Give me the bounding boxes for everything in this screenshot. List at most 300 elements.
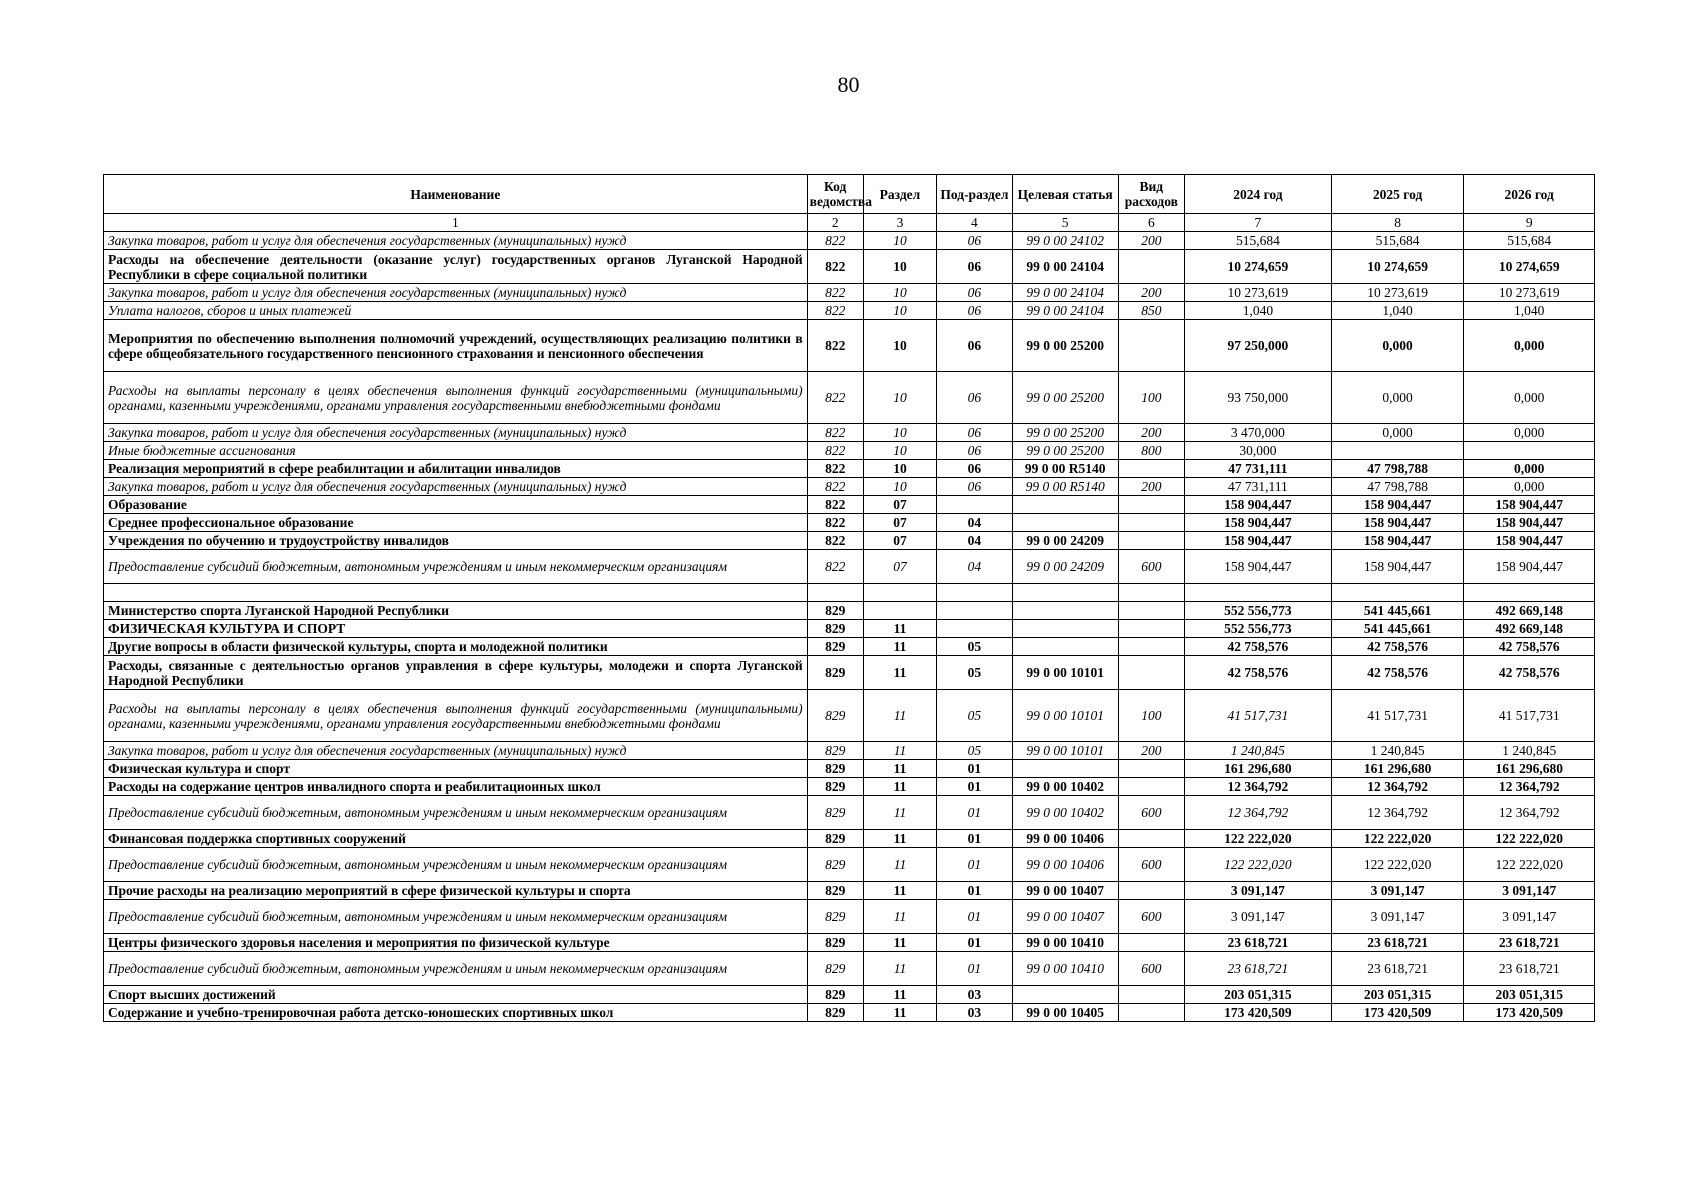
cell-2025: 0,000: [1331, 320, 1464, 372]
cell-2025: 541 445,661: [1331, 602, 1464, 620]
cell-subsection: 05: [937, 638, 1012, 656]
cell-expense-type: [1118, 638, 1184, 656]
header-2024: 2024 год: [1184, 175, 1331, 214]
cell-2025: 0,000: [1331, 372, 1464, 424]
cell-2024: 10 273,619: [1184, 284, 1331, 302]
cell-target-article: 99 0 00 R5140: [1012, 478, 1118, 496]
cell-department-code: 829: [807, 900, 863, 934]
cell-section: 10: [863, 442, 936, 460]
cell-subsection: [937, 620, 1012, 638]
cell-expense-type: [1118, 602, 1184, 620]
cell-name: Министерство спорта Луганской Народной Республики: [104, 602, 808, 620]
cell-2026: 23 618,721: [1464, 934, 1595, 952]
cell-expense-type: 200: [1118, 232, 1184, 250]
header-section: Раздел: [863, 175, 936, 214]
column-number: 5: [1012, 214, 1118, 232]
cell-2024: 173 420,509: [1184, 1004, 1331, 1022]
cell-department-code: 822: [807, 302, 863, 320]
cell-2025: 12 364,792: [1331, 796, 1464, 830]
cell-2026: 0,000: [1464, 478, 1595, 496]
cell-subsection: 06: [937, 320, 1012, 372]
cell-section: 11: [863, 778, 936, 796]
cell-department-code: 822: [807, 284, 863, 302]
cell-target-article: 99 0 00 10410: [1012, 952, 1118, 986]
cell-subsection: 05: [937, 656, 1012, 690]
cell-target-article: 99 0 00 24104: [1012, 250, 1118, 284]
cell-target-article: [1012, 496, 1118, 514]
cell-expense-type: 600: [1118, 848, 1184, 882]
cell-expense-type: [1118, 460, 1184, 478]
cell-subsection: 04: [937, 514, 1012, 532]
cell-2024: 12 364,792: [1184, 778, 1331, 796]
cell-department-code: 829: [807, 656, 863, 690]
cell-2026: 0,000: [1464, 320, 1595, 372]
table-row: [104, 532, 1595, 550]
header-2026: 2026 год: [1464, 175, 1595, 214]
cell-2024: 93 750,000: [1184, 372, 1331, 424]
cell-target-article: 99 0 00 10407: [1012, 882, 1118, 900]
cell-target-article: 99 0 00 24209: [1012, 550, 1118, 584]
cell-section: 10: [863, 372, 936, 424]
cell-department-code: 829: [807, 690, 863, 742]
cell-expense-type: [1118, 320, 1184, 372]
cell-2025: 3 091,147: [1331, 900, 1464, 934]
header-2025: 2025 год: [1331, 175, 1464, 214]
cell-2024: 158 904,447: [1184, 532, 1331, 550]
cell-section: [863, 584, 936, 602]
cell-department-code: 822: [807, 424, 863, 442]
cell-2024: [1184, 584, 1331, 602]
table-row: [104, 584, 1595, 602]
column-number: 8: [1331, 214, 1464, 232]
cell-name: Расходы на обеспечение деятельности (оказание услуг) государственных органов Луганской Народной Республики в сфере социальной политики: [104, 250, 808, 284]
cell-section: 10: [863, 284, 936, 302]
cell-2025: 41 517,731: [1331, 690, 1464, 742]
cell-department-code: 829: [807, 778, 863, 796]
cell-expense-type: [1118, 934, 1184, 952]
cell-2025: 173 420,509: [1331, 1004, 1464, 1022]
cell-2025: 0,000: [1331, 424, 1464, 442]
cell-subsection: 06: [937, 232, 1012, 250]
cell-expense-type: 200: [1118, 284, 1184, 302]
cell-2025: 23 618,721: [1331, 952, 1464, 986]
cell-target-article: 99 0 00 10101: [1012, 742, 1118, 760]
cell-expense-type: [1118, 620, 1184, 638]
cell-section: 11: [863, 656, 936, 690]
cell-2024: 552 556,773: [1184, 602, 1331, 620]
cell-2026: 161 296,680: [1464, 760, 1595, 778]
cell-2026: 515,684: [1464, 232, 1595, 250]
cell-name: Прочие расходы на реализацию мероприятий в сфере физической культуры и спорта: [104, 882, 808, 900]
table-row: [104, 778, 1595, 796]
header-article: Целевая статья: [1012, 175, 1118, 214]
column-number: 3: [863, 214, 936, 232]
cell-2024: 3 091,147: [1184, 882, 1331, 900]
cell-name: ФИЗИЧЕСКАЯ КУЛЬТУРА И СПОРТ: [104, 620, 808, 638]
cell-2024: 122 222,020: [1184, 830, 1331, 848]
cell-department-code: 829: [807, 620, 863, 638]
cell-section: 07: [863, 550, 936, 584]
cell-target-article: 99 0 00 10410: [1012, 934, 1118, 952]
cell-department-code: 829: [807, 882, 863, 900]
cell-expense-type: 600: [1118, 952, 1184, 986]
cell-expense-type: 200: [1118, 742, 1184, 760]
cell-name: Закупка товаров, работ и услуг для обеспечения государственных (муниципальных) нужд: [104, 232, 808, 250]
cell-section: 11: [863, 952, 936, 986]
cell-subsection: [937, 496, 1012, 514]
cell-name: Расходы на содержание центров инвалидного спорта и реабилитационных школ: [104, 778, 808, 796]
cell-2026: 492 669,148: [1464, 620, 1595, 638]
cell-2025: 158 904,447: [1331, 514, 1464, 532]
cell-2025: [1331, 442, 1464, 460]
cell-subsection: 01: [937, 882, 1012, 900]
cell-department-code: 829: [807, 934, 863, 952]
cell-department-code: 829: [807, 638, 863, 656]
cell-2026: 173 420,509: [1464, 1004, 1595, 1022]
cell-2024: 158 904,447: [1184, 514, 1331, 532]
cell-section: 10: [863, 250, 936, 284]
cell-subsection: 06: [937, 478, 1012, 496]
table-row: [104, 496, 1595, 514]
table-row: [104, 934, 1595, 952]
cell-target-article: [1012, 620, 1118, 638]
cell-expense-type: 600: [1118, 900, 1184, 934]
column-number: 2: [807, 214, 863, 232]
cell-subsection: 01: [937, 900, 1012, 934]
cell-section: [863, 602, 936, 620]
cell-expense-type: 600: [1118, 550, 1184, 584]
cell-2026: 10 274,659: [1464, 250, 1595, 284]
table-row: [104, 424, 1595, 442]
cell-2025: 515,684: [1331, 232, 1464, 250]
cell-2025: 42 758,576: [1331, 656, 1464, 690]
cell-2025: 10 274,659: [1331, 250, 1464, 284]
cell-name: Другие вопросы в области физической культуры, спорта и молодежной политики: [104, 638, 808, 656]
cell-2025: 12 364,792: [1331, 778, 1464, 796]
cell-2024: 552 556,773: [1184, 620, 1331, 638]
cell-section: 11: [863, 620, 936, 638]
cell-section: 11: [863, 848, 936, 882]
cell-department-code: 829: [807, 742, 863, 760]
cell-department-code: 829: [807, 830, 863, 848]
cell-department-code: 822: [807, 320, 863, 372]
cell-target-article: 99 0 00 24209: [1012, 532, 1118, 550]
column-number: 7: [1184, 214, 1331, 232]
cell-subsection: 01: [937, 830, 1012, 848]
cell-target-article: 99 0 00 10406: [1012, 830, 1118, 848]
cell-2025: 47 798,788: [1331, 478, 1464, 496]
cell-section: 07: [863, 532, 936, 550]
cell-2026: 158 904,447: [1464, 496, 1595, 514]
cell-target-article: 99 0 00 25200: [1012, 320, 1118, 372]
cell-target-article: 99 0 00 10406: [1012, 848, 1118, 882]
cell-2025: 122 222,020: [1331, 848, 1464, 882]
cell-section: 11: [863, 986, 936, 1004]
cell-name: Учреждения по обучению и трудоустройству инвалидов: [104, 532, 808, 550]
cell-2026: 158 904,447: [1464, 514, 1595, 532]
cell-department-code: 822: [807, 232, 863, 250]
cell-expense-type: 200: [1118, 424, 1184, 442]
cell-2026: 203 051,315: [1464, 986, 1595, 1004]
cell-department-code: 822: [807, 478, 863, 496]
cell-expense-type: 100: [1118, 690, 1184, 742]
cell-section: 10: [863, 302, 936, 320]
cell-2025: 42 758,576: [1331, 638, 1464, 656]
cell-2024: 1 240,845: [1184, 742, 1331, 760]
cell-target-article: 99 0 00 24102: [1012, 232, 1118, 250]
header-expense-type: Вид расходов: [1118, 175, 1184, 214]
cell-subsection: 01: [937, 778, 1012, 796]
cell-name: Содержание и учебно-тренировочная работа детско-юношеских спортивных школ: [104, 1004, 808, 1022]
cell-2026: 492 669,148: [1464, 602, 1595, 620]
cell-2024: 158 904,447: [1184, 496, 1331, 514]
cell-section: 11: [863, 934, 936, 952]
cell-subsection: [937, 584, 1012, 602]
cell-subsection: 01: [937, 952, 1012, 986]
table-row: [104, 952, 1595, 986]
cell-section: 11: [863, 900, 936, 934]
cell-2026: [1464, 584, 1595, 602]
cell-2025: 541 445,661: [1331, 620, 1464, 638]
table-row: [104, 656, 1595, 690]
cell-2026: 122 222,020: [1464, 848, 1595, 882]
table-header-row: [104, 175, 1595, 214]
table-row: [104, 690, 1595, 742]
table-row: [104, 250, 1595, 284]
cell-2024: 122 222,020: [1184, 848, 1331, 882]
cell-2024: 47 731,111: [1184, 478, 1331, 496]
cell-target-article: [1012, 638, 1118, 656]
cell-expense-type: [1118, 514, 1184, 532]
cell-target-article: 99 0 00 24104: [1012, 284, 1118, 302]
column-number: 1: [104, 214, 808, 232]
cell-expense-type: 200: [1118, 478, 1184, 496]
cell-name: Закупка товаров, работ и услуг для обеспечения государственных (муниципальных) нужд: [104, 478, 808, 496]
cell-2025: 1,040: [1331, 302, 1464, 320]
cell-name: Среднее профессиональное образование: [104, 514, 808, 532]
cell-subsection: 06: [937, 302, 1012, 320]
cell-department-code: 829: [807, 986, 863, 1004]
cell-2024: 1,040: [1184, 302, 1331, 320]
cell-section: 10: [863, 232, 936, 250]
cell-name: Финансовая поддержка спортивных сооружений: [104, 830, 808, 848]
cell-2026: 23 618,721: [1464, 952, 1595, 986]
cell-2025: 23 618,721: [1331, 934, 1464, 952]
cell-2026: 1,040: [1464, 302, 1595, 320]
cell-expense-type: 600: [1118, 796, 1184, 830]
column-number: 4: [937, 214, 1012, 232]
cell-2025: 161 296,680: [1331, 760, 1464, 778]
budget-table: [103, 174, 1595, 1022]
cell-2026: 1 240,845: [1464, 742, 1595, 760]
table-row: [104, 320, 1595, 372]
table-row: [104, 1004, 1595, 1022]
cell-name: Предоставление субсидий бюджетным, автономным учреждениям и иным некоммерческим организациям: [104, 952, 808, 986]
cell-department-code: 829: [807, 760, 863, 778]
cell-target-article: 99 0 00 25200: [1012, 442, 1118, 460]
cell-section: 10: [863, 460, 936, 478]
table-row: [104, 478, 1595, 496]
cell-target-article: 99 0 00 10405: [1012, 1004, 1118, 1022]
cell-name: Предоставление субсидий бюджетным, автономным учреждениям и иным некоммерческим организациям: [104, 900, 808, 934]
table-row: [104, 986, 1595, 1004]
cell-2024: 161 296,680: [1184, 760, 1331, 778]
table-row: [104, 848, 1595, 882]
cell-2024: 515,684: [1184, 232, 1331, 250]
table-row: [104, 372, 1595, 424]
cell-section: 11: [863, 882, 936, 900]
cell-section: 11: [863, 796, 936, 830]
cell-expense-type: [1118, 986, 1184, 1004]
cell-subsection: 06: [937, 442, 1012, 460]
cell-2026: 3 091,147: [1464, 882, 1595, 900]
cell-name: Предоставление субсидий бюджетным, автономным учреждениям и иным некоммерческим организациям: [104, 796, 808, 830]
cell-2024: 97 250,000: [1184, 320, 1331, 372]
cell-department-code: 829: [807, 1004, 863, 1022]
cell-subsection: 01: [937, 760, 1012, 778]
cell-2024: 10 274,659: [1184, 250, 1331, 284]
cell-target-article: [1012, 986, 1118, 1004]
cell-2025: 3 091,147: [1331, 882, 1464, 900]
cell-target-article: 99 0 00 25200: [1012, 424, 1118, 442]
table-row: [104, 302, 1595, 320]
cell-department-code: 822: [807, 460, 863, 478]
cell-2025: [1331, 584, 1464, 602]
cell-2026: 12 364,792: [1464, 796, 1595, 830]
cell-expense-type: [1118, 532, 1184, 550]
cell-department-code: 822: [807, 514, 863, 532]
cell-section: 10: [863, 320, 936, 372]
cell-subsection: 03: [937, 986, 1012, 1004]
cell-2026: 3 091,147: [1464, 900, 1595, 934]
cell-subsection: 06: [937, 372, 1012, 424]
table-row: [104, 460, 1595, 478]
cell-target-article: 99 0 00 10402: [1012, 796, 1118, 830]
cell-target-article: 99 0 00 10101: [1012, 690, 1118, 742]
cell-department-code: 822: [807, 532, 863, 550]
cell-2024: 41 517,731: [1184, 690, 1331, 742]
table-row: [104, 550, 1595, 584]
table-row: [104, 830, 1595, 848]
table-row: [104, 442, 1595, 460]
cell-expense-type: [1118, 496, 1184, 514]
cell-name: Мероприятия по обеспечению выполнения полномочий учреждений, осуществляющих реализацию политики в сфере общеобязательного государственного пенсионного страхования и пенсионного обеспечения: [104, 320, 808, 372]
table-body: [104, 232, 1595, 1022]
cell-2025: 47 798,788: [1331, 460, 1464, 478]
table-row: [104, 620, 1595, 638]
cell-section: 10: [863, 424, 936, 442]
cell-2026: 0,000: [1464, 424, 1595, 442]
cell-subsection: 06: [937, 284, 1012, 302]
cell-2025: 122 222,020: [1331, 830, 1464, 848]
cell-2026: 42 758,576: [1464, 656, 1595, 690]
cell-expense-type: [1118, 760, 1184, 778]
cell-section: 11: [863, 638, 936, 656]
cell-expense-type: [1118, 830, 1184, 848]
cell-2025: 1 240,845: [1331, 742, 1464, 760]
header-subsection: Под-раздел: [937, 175, 1012, 214]
cell-target-article: 99 0 00 10407: [1012, 900, 1118, 934]
cell-subsection: 01: [937, 796, 1012, 830]
cell-name: Уплата налогов, сборов и иных платежей: [104, 302, 808, 320]
cell-department-code: 822: [807, 250, 863, 284]
column-number: 9: [1464, 214, 1595, 232]
cell-section: 11: [863, 742, 936, 760]
page-number: 80: [837, 72, 860, 97]
cell-subsection: 04: [937, 532, 1012, 550]
cell-department-code: 822: [807, 496, 863, 514]
table-row: [104, 602, 1595, 620]
cell-target-article: [1012, 602, 1118, 620]
cell-department-code: 822: [807, 372, 863, 424]
cell-section: 11: [863, 1004, 936, 1022]
cell-target-article: 99 0 00 R5140: [1012, 460, 1118, 478]
cell-department-code: 822: [807, 550, 863, 584]
cell-name: Расходы на выплаты персоналу в целях обеспечения выполнения функций государственными (муниципальными) органами, казенными учреждениями, органами управления государственными внебюджетными фондами: [104, 372, 808, 424]
cell-name: Иные бюджетные ассигнования: [104, 442, 808, 460]
cell-department-code: [807, 584, 863, 602]
cell-2025: 203 051,315: [1331, 986, 1464, 1004]
cell-name: Спорт высших достижений: [104, 986, 808, 1004]
cell-expense-type: [1118, 656, 1184, 690]
cell-subsection: 05: [937, 690, 1012, 742]
cell-subsection: 04: [937, 550, 1012, 584]
cell-expense-type: [1118, 584, 1184, 602]
table-row: [104, 900, 1595, 934]
cell-section: 11: [863, 690, 936, 742]
cell-section: 10: [863, 478, 936, 496]
cell-target-article: [1012, 584, 1118, 602]
table-row: [104, 742, 1595, 760]
cell-target-article: 99 0 00 10101: [1012, 656, 1118, 690]
cell-section: 11: [863, 760, 936, 778]
cell-subsection: 05: [937, 742, 1012, 760]
cell-name: Образование: [104, 496, 808, 514]
table-row: [104, 232, 1595, 250]
cell-expense-type: [1118, 250, 1184, 284]
cell-subsection: 06: [937, 460, 1012, 478]
cell-name: Центры физического здоровья населения и мероприятия по физической культуре: [104, 934, 808, 952]
cell-section: 07: [863, 496, 936, 514]
cell-expense-type: [1118, 778, 1184, 796]
cell-target-article: [1012, 760, 1118, 778]
cell-expense-type: [1118, 882, 1184, 900]
cell-name: Предоставление субсидий бюджетным, автономным учреждениям и иным некоммерческим организациям: [104, 550, 808, 584]
cell-subsection: 06: [937, 250, 1012, 284]
cell-2026: 158 904,447: [1464, 550, 1595, 584]
cell-2026: 0,000: [1464, 460, 1595, 478]
cell-2024: 3 091,147: [1184, 900, 1331, 934]
cell-2025: 10 273,619: [1331, 284, 1464, 302]
cell-department-code: 829: [807, 848, 863, 882]
cell-2026: 0,000: [1464, 372, 1595, 424]
cell-2024: 42 758,576: [1184, 656, 1331, 690]
cell-target-article: 99 0 00 24104: [1012, 302, 1118, 320]
cell-2026: [1464, 442, 1595, 460]
cell-target-article: [1012, 514, 1118, 532]
cell-section: 07: [863, 514, 936, 532]
table-row: [104, 760, 1595, 778]
cell-department-code: 829: [807, 952, 863, 986]
cell-name: Физическая культура и спорт: [104, 760, 808, 778]
cell-name: Закупка товаров, работ и услуг для обеспечения государственных (муниципальных) нужд: [104, 424, 808, 442]
cell-name: [104, 584, 808, 602]
cell-2026: 158 904,447: [1464, 532, 1595, 550]
cell-2025: 158 904,447: [1331, 550, 1464, 584]
cell-2024: 23 618,721: [1184, 952, 1331, 986]
column-number-row: [104, 214, 1595, 232]
cell-2024: 203 051,315: [1184, 986, 1331, 1004]
